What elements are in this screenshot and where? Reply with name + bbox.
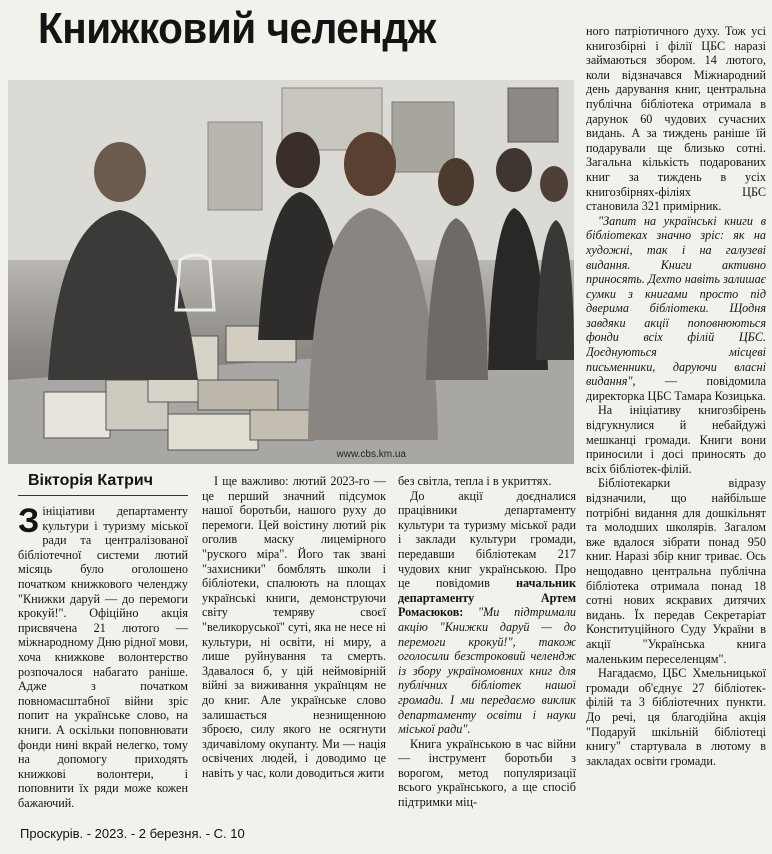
- col3-p3: Книга українською в час війни — інструмент боротьби з ворогом, метод популяризації всього українського, а ще спосіб підтримки міц-: [398, 736, 576, 810]
- photo-scene: [8, 80, 574, 464]
- article-headline: Книжковий челендж: [38, 4, 436, 53]
- col4-p1: ного патріотичного духу. Тож усі книгозбірні і філії ЦБС наразі займаються збором. 14 лютого, коли відзначався Міжнародний день дарування книг, центральна публічна бібліотека отримала в дарунок 60 чудових сучасних видань. А за тиждень раніше їй подарували ще близько сотні. Загальна кількість подарованих книг за тиждень в усіх книгозбірнях-філіях ЦБС становила 321 примірник.: [586, 24, 766, 214]
- col4-p2-quote: "Запит на українські книги в бібліотеках значно зріс: як на художні, так і на галузеві видання. Книги активно приносять. Дехто навіть залишає сумки з книгами просто під дверима бібліотеки. Щодня завдяки акції поповнюються фонди всіх філій ЦБС. Доєднуються місцеві письменники, даруючи власні видання",: [586, 213, 766, 389]
- col2-text: І ще важливо: лютий 2023-го — це перший значний підсумок нашої боротьби, нашого руху до перемоги. Цей воістину лютий рік оголив маску лицемірного "руского міра". Його так звані "захисники" бомблять школи і бібліотеки, спалюють на площах українські книги, демонструючи світу темряву своєї "великоруської" суті, яка не несе ні культури, ні освіти, ні миру, а лише руйнування та смерть. Здавалося б, у цій неймовірній війні за виживання українцям не до книг. Але українське слово залишається незнищенною зброєю, силу якого не осягнути здичавілому окупанту. Ми — нація освічених людей, і доводимо це навіть у час, коли доводиться жити: [202, 474, 386, 780]
- col1-text: ініціативи департаменту культури і туризму міської ради та централізованої бібліотечної системи лютий місяць було оголошено початком книжкового челенджу "Книжки даруй — до перемоги крокуй!". Офіційно акція присвячена 21 лютого — міжнародному Дню рідної мови, хоча книжкове волонтерство розпочалося набагато раніше. Адже з початком повномасштабної війни зріс попит на українське слово, на книги. А оскільки поповнювати фонди нині вкрай нелегко, тому на допомогу приходять книжкові волонтери, і поповнити їх ряди може кожен бажаючий.: [18, 504, 188, 810]
- article-column-1: [18, 504, 188, 814]
- col3-p2-bold: начальник департаменту Артем Ромасюков:: [398, 576, 576, 620]
- photo-credit: www.cbs.km.ua: [336, 449, 406, 460]
- article-column-3: [398, 474, 576, 814]
- col4-p2-tail: — повідомила директорка ЦБС Тамара Козицька.: [586, 374, 766, 403]
- source-citation: Проскурів. - 2023. - 2 березня. - С. 10: [20, 826, 245, 841]
- col3-p2-quote: "Ми підтримали акцію "Книжки даруй — до перемоги крокуй!", також оголосили безстроковий челендж із збору україномовних книг для публічних бібліотек нашої громади. І ми передаємо виклик департаменту освіти і науки міської ради".: [398, 605, 576, 737]
- col4-p5: Нагадаємо, ЦБС Хмельницької громади об'єднує 27 бібліотек-філій та 3 бібліотечних пункти. До речі, ця благодійна акція "Подаруй шкільній бібліотеці книгу" стартувала в лютому в закладах освіти громади.: [586, 666, 766, 768]
- article-photo: [8, 80, 574, 464]
- drop-cap: З: [18, 504, 40, 540]
- col4-p4: Бібліотекарки відразу відзначили, що найбільше потрібні видання для дошкільнят та молодших школярів. Загалом вже вдалося зібрати понад 950 книг. Наразі збір книг триває. Ось нещодавно центральна публічна бібліотека отримала понад 18 сотні нових яскравих дитячих видань. Їх передав Секретаріат Конституційного Суду України в акції "Українська книга маленьким переселенцям".: [586, 476, 766, 666]
- article-byline: Вікторія Катрич: [28, 472, 153, 489]
- col3-p1: без світла, тепла і в укриттях.: [398, 474, 552, 488]
- article-column-2: [202, 474, 386, 814]
- byline-rule: [18, 495, 188, 496]
- article-column-4: [586, 24, 766, 820]
- col4-p3: На ініціативу книгозбірень відгукнулися й небайдужі мешканці громади. Книги вони приносили і досі приносять до всіх бібліотек-філій.: [586, 403, 766, 476]
- col3-p2: До акції доєдналися працівники департаменту культури та туризму міської ради і заклади культури громади, передавши бібліотекам 217 чудових книг українською. Про це повідомив: [398, 488, 576, 591]
